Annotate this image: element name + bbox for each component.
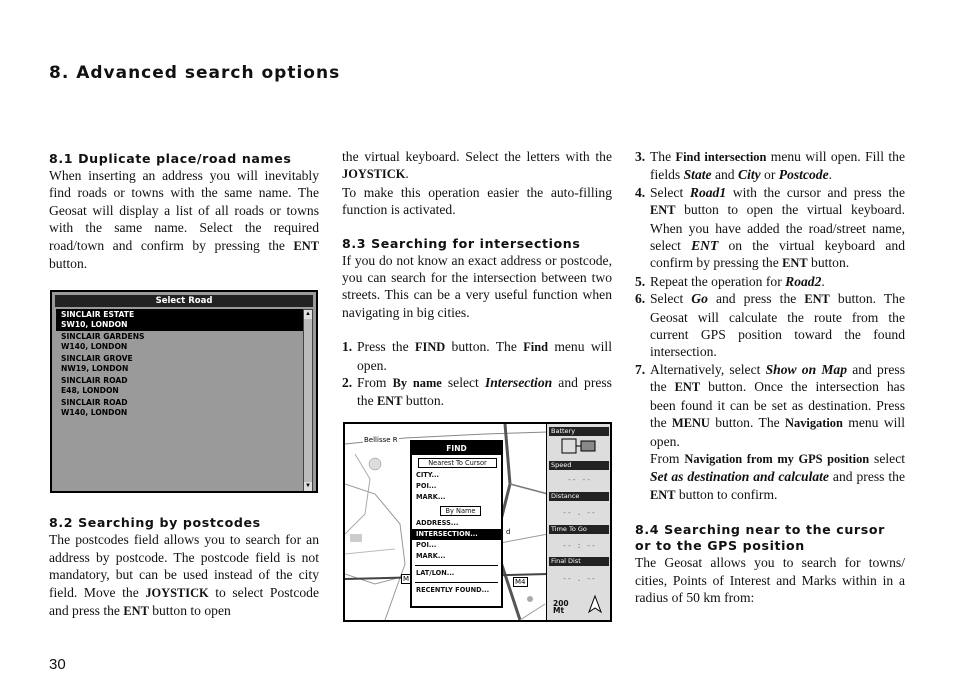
step-6: 6. Select Go and press the ENT button. The Geosat will calculate the route from the current GPS position toward the found intersection. bbox=[635, 291, 905, 360]
find-menu-screenshot bbox=[343, 422, 612, 622]
map-road-label: Bellisse R bbox=[364, 436, 398, 444]
distance-value: -- . -- bbox=[562, 508, 596, 517]
find-menu-title: FIND bbox=[412, 442, 501, 455]
zoom-scale: 200 Mt bbox=[553, 599, 569, 615]
time-to-go-label: Time To Go bbox=[549, 525, 609, 534]
section-8-4-title: 8.4 Searching near to the cursor or to the GPS position bbox=[635, 522, 885, 554]
keyboard-paragraph: the virtual keyboard. Select the letters with the JOYSTICK. bbox=[342, 149, 612, 182]
autofill-paragraph: To make this operation easier the auto-filling function is activated. bbox=[342, 184, 612, 218]
speed-label: Speed bbox=[549, 461, 609, 470]
time-to-go-value: -- : -- bbox=[562, 541, 596, 550]
step-1: 1. Press the FIND button. The Find menu will open. bbox=[342, 339, 612, 373]
page-title: 8. Advanced search options bbox=[49, 63, 341, 83]
by-name-header: By Name bbox=[440, 506, 481, 516]
menu-item-poi[interactable]: POI... bbox=[416, 482, 437, 490]
step-3: 3. The Find intersection menu will open. Fill the fields State and City or Postcode. bbox=[635, 149, 905, 183]
road-list-item[interactable]: SINCLAIR ESTATE SW10, LONDON bbox=[56, 309, 306, 331]
final-dist-label: Final Dist bbox=[549, 557, 609, 566]
step-2: 2. From By name select Intersection and press the ENT button. bbox=[342, 375, 612, 409]
map-road-label: M bbox=[403, 575, 410, 583]
menu-item-latlon[interactable]: LAT/LON... bbox=[416, 569, 455, 577]
map-road-label: d bbox=[506, 528, 511, 536]
compass-north-icon bbox=[585, 594, 605, 614]
road-list-scrollbar[interactable] bbox=[303, 309, 313, 492]
select-road-header: Select Road bbox=[55, 295, 313, 307]
scroll-down-arrow-icon[interactable]: ▼ bbox=[305, 483, 311, 489]
menu-item-poi-by-name[interactable]: POI... bbox=[416, 541, 437, 549]
final-dist-value: -- . -- bbox=[562, 574, 596, 583]
find-menu bbox=[410, 440, 503, 608]
road-list-item[interactable]: SINCLAIR ROAD W140, LONDON bbox=[61, 398, 128, 417]
road-list bbox=[56, 309, 306, 489]
section-8-3-title: 8.3 Searching for intersections bbox=[342, 235, 581, 251]
info-panel bbox=[546, 424, 610, 620]
column-3 bbox=[635, 148, 905, 606]
step-7: 7. Alternatively, select Show on Map and press the ENT button. Once the intersection has been found it can be set as destination. Press the MENU button. The Navigation menu will open. From Navigation from my GPS position select Set as destination and calculate and press the ENT button to confirm. bbox=[635, 361, 906, 502]
road-list-item[interactable]: SINCLAIR GROVE NW19, LONDON bbox=[61, 354, 133, 373]
battery-label: Battery bbox=[549, 427, 609, 436]
section-8-4-paragraph: The Geosat allows you to search for towns/ cities, Points of Interest and Marks within in a radius of 50 km from: bbox=[635, 555, 905, 605]
speed-value: -- -- bbox=[566, 475, 592, 484]
section-8-2-paragraph: The postcodes field allows you to search for an address by postcode. The postcode field is not mandatory, but can be used instead of the city field. Move the JOYSTICK to select Postcode and press the ENT button to open bbox=[49, 532, 319, 619]
menu-item-mark-by-name[interactable]: MARK... bbox=[416, 552, 446, 560]
scroll-up-arrow-icon[interactable]: ▲ bbox=[305, 311, 311, 317]
section-8-3-paragraph: If you do not know an exact address or postcode, you can search for the intersection between two streets. This can be a very useful function when navigating in big cities. bbox=[342, 252, 612, 320]
battery-icon bbox=[561, 437, 597, 455]
road-list-item[interactable]: SINCLAIR ROAD E48, LONDON bbox=[61, 376, 128, 395]
section-8-1-title: 8.1 Duplicate place/road names bbox=[49, 151, 292, 166]
page-number: 30 bbox=[49, 656, 66, 673]
road-list-item[interactable]: SINCLAIR GARDENS W140, LONDON bbox=[61, 332, 145, 351]
menu-item-recently-found[interactable]: RECENTLY FOUND... bbox=[416, 586, 490, 594]
menu-separator bbox=[415, 582, 498, 583]
menu-separator bbox=[415, 565, 498, 566]
steps-list-2 bbox=[635, 148, 905, 504]
step-5: 5. Repeat the operation for Road2. bbox=[635, 273, 825, 289]
menu-item-intersection[interactable]: INTERSECTION... bbox=[412, 529, 501, 540]
select-road-screenshot bbox=[50, 290, 318, 493]
section-8-1-paragraph: When inserting an address you will inevitably find roads or towns with the same name. The Geosat will display a list of all roads or towns with the same name. Select the required road/town and confirm by pressing the ENT button. bbox=[49, 168, 319, 272]
menu-item-address[interactable]: ADDRESS... bbox=[416, 519, 459, 527]
distance-label: Distance bbox=[549, 492, 609, 501]
column-2 bbox=[342, 148, 612, 411]
map-road-label: M4 bbox=[515, 578, 526, 586]
menu-item-city[interactable]: CITY... bbox=[416, 471, 439, 479]
nearest-to-cursor-header: Nearest To Cursor bbox=[418, 458, 497, 468]
section-8-2-title: 8.2 Searching by postcodes bbox=[49, 515, 261, 531]
menu-item-mark[interactable]: MARK... bbox=[416, 493, 446, 501]
steps-list-1 bbox=[342, 338, 612, 411]
step-4: 4. Select Road1 with the cursor and press the ENT button to open the virtual keyboard. When you have added the road/street name, select ENT on the virtual keyboard and confirm by pressing the ENT button. bbox=[635, 184, 905, 271]
